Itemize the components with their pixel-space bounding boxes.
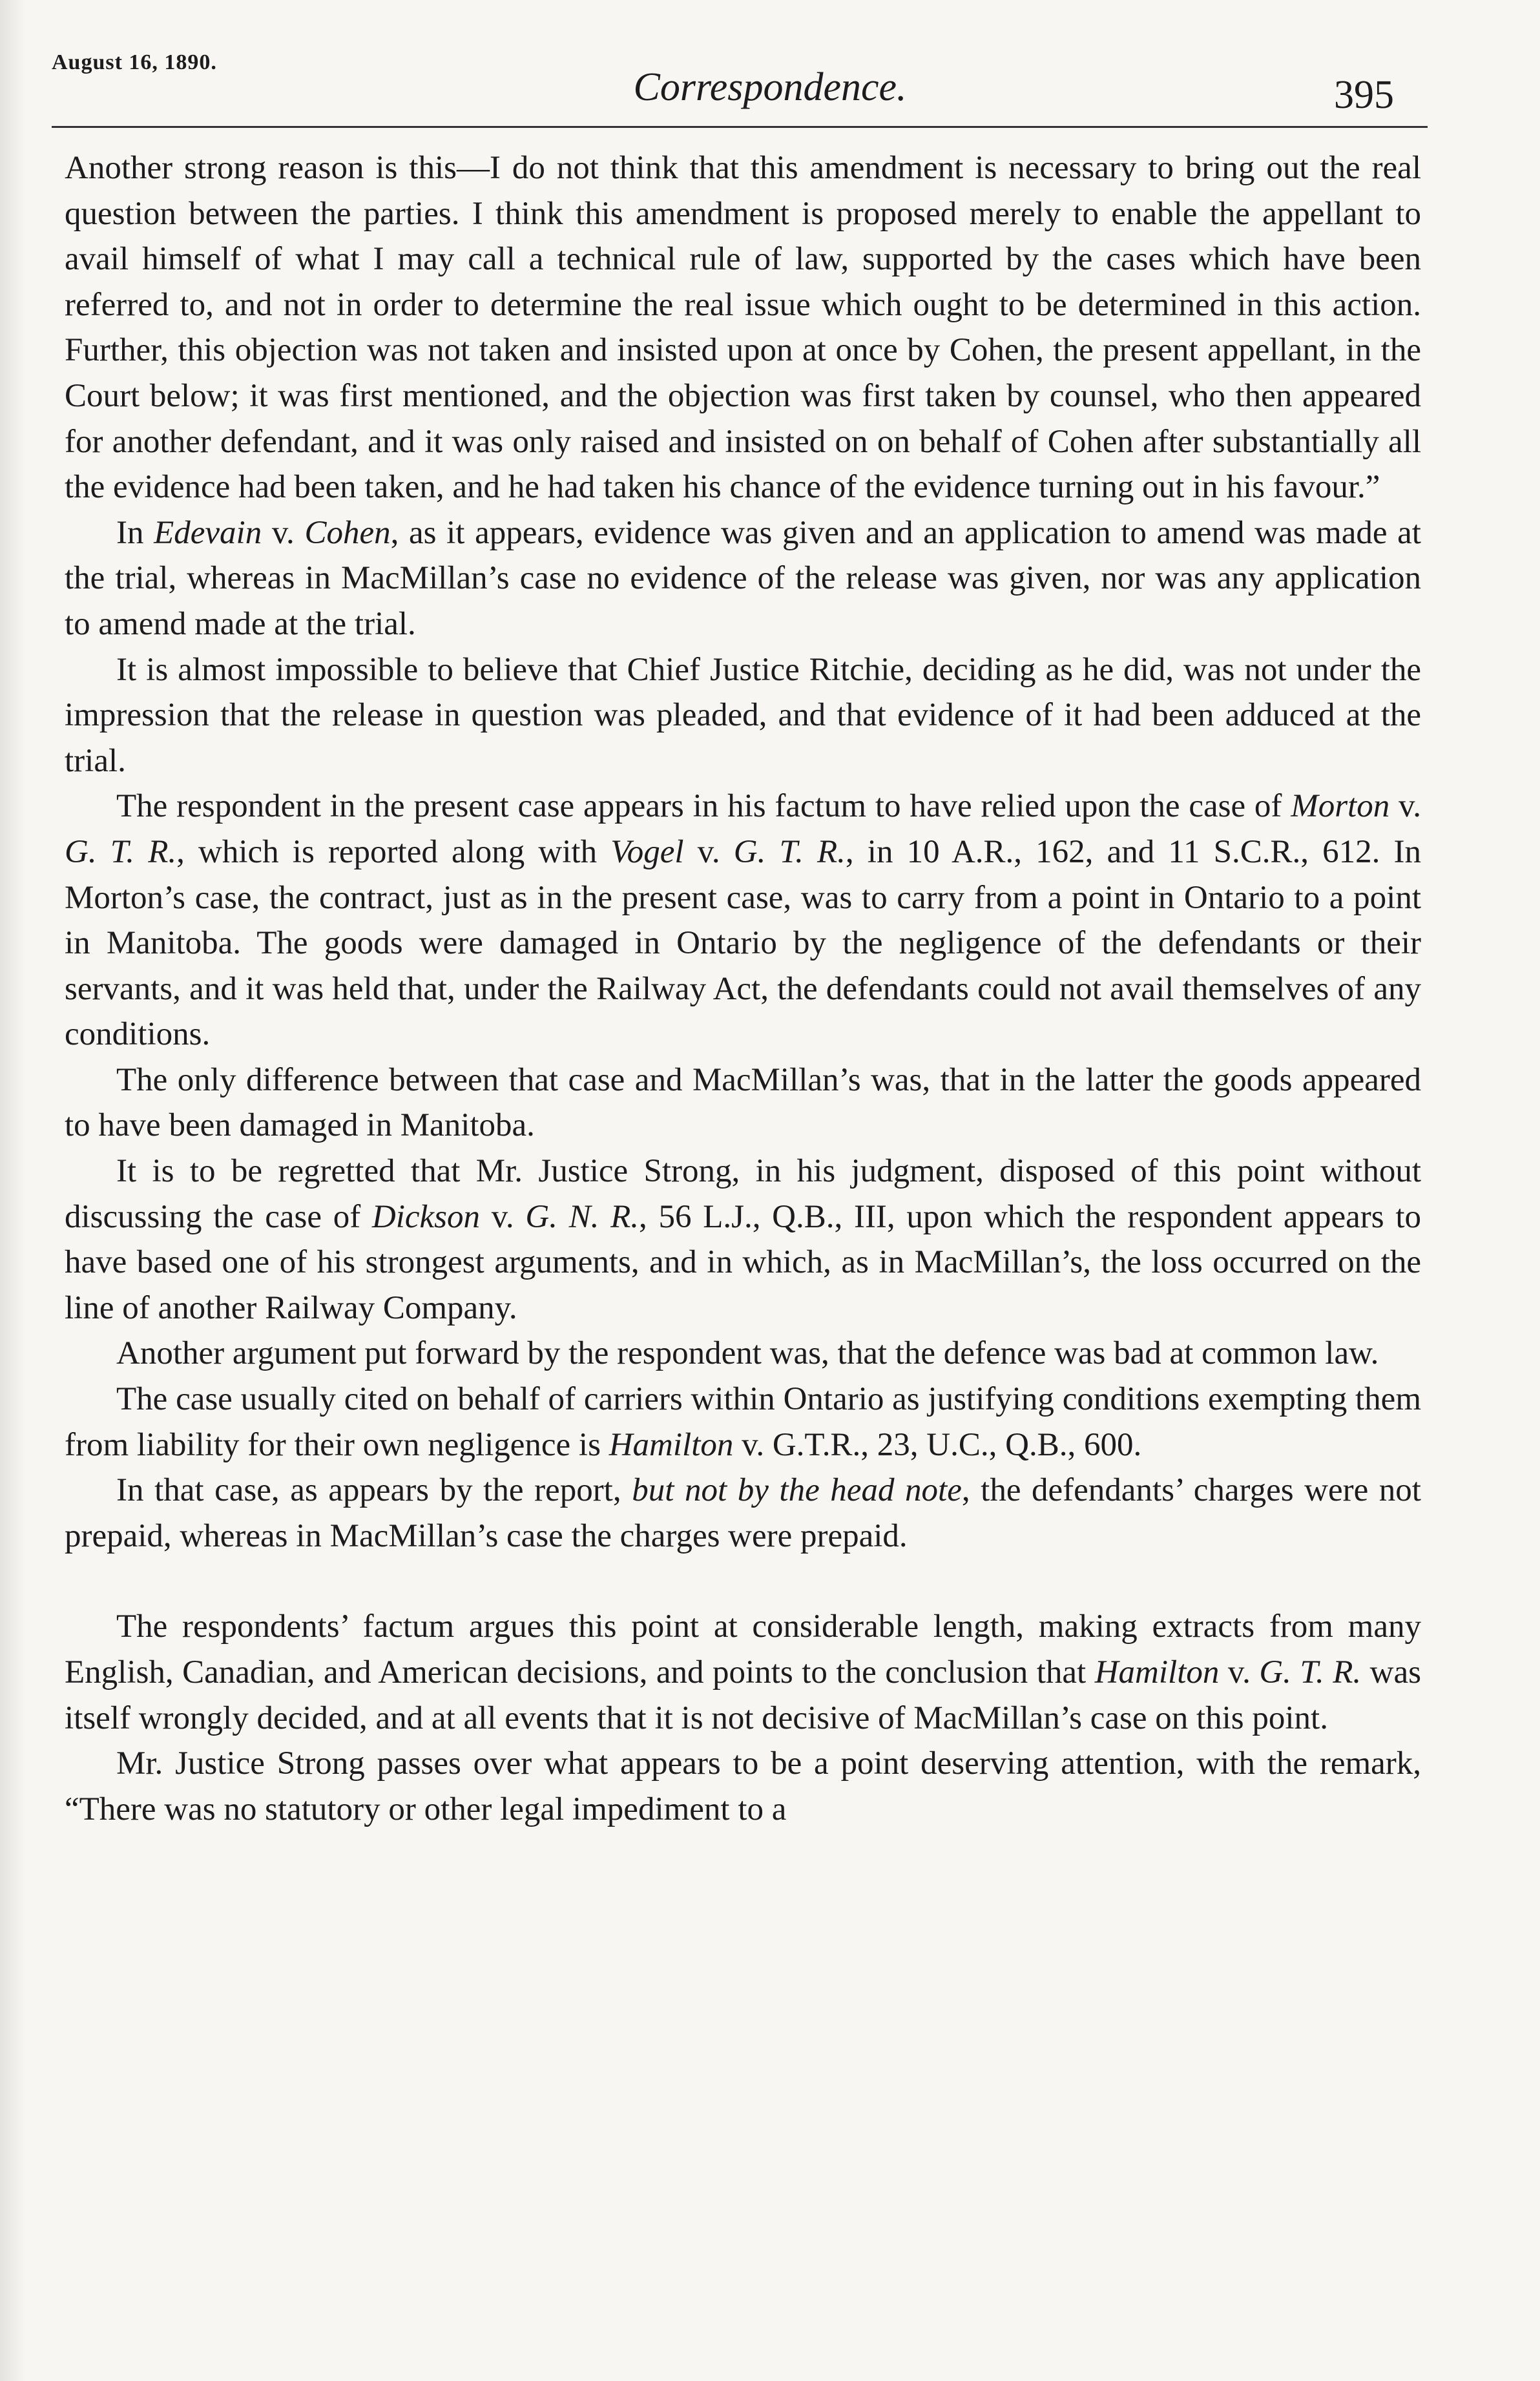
- header-rule: [52, 126, 1428, 128]
- text-run: Another strong reason is this—I do not think that this amendment is necessary to bring out the real question between the parties. I think this amendment is proposed merely to enable the appellant to avail himself of what I may call a technical rule of law, supported by the cases which have been referred to, and not in order to determine the real issue which ought to be determined in this action. Further, this objection was not taken and insisted upon at once by Cohen, the present appellant, in the Court below; it was first mentioned, and the objection was first taken by counsel, who then appeared for another defendant, and it was only raised and insisted on on behalf of Cohen after substantially all the evidence had been taken, and he had taken his chance of the evidence turning out in his favour.”: [65, 150, 1421, 506]
- case-name-italic: Dickson: [371, 1198, 481, 1235]
- case-name-italic: but not by the head note: [632, 1472, 962, 1509]
- paragraph: [65, 1331, 1421, 1377]
- text-run: v.: [1389, 788, 1421, 825]
- case-name-italic: G. T. R.: [733, 833, 846, 870]
- case-name-italic: G. T. R.: [65, 833, 177, 870]
- case-name-italic: Hamilton: [1094, 1654, 1220, 1690]
- text-run: , in 10 A.R., 162, and 11 S.C.R., 612. In Morton’s case, the contract, just as in the present case, was to carry from a point in Ontario to a point in Manitoba. The goods were damaged in Ontario by the negligence of the defendants or their servants, and it was held that, under the Railway Act, the defendants could not avail themselves of any conditions.: [65, 833, 1422, 1053]
- case-name-italic: G. T. R.: [1259, 1654, 1362, 1690]
- paragraph: [65, 1377, 1421, 1468]
- text-run: Another argument put forward by the respondent was, that the defence was bad at common law.: [116, 1335, 1379, 1372]
- paragraph: [65, 1468, 1421, 1559]
- text-run: The respondents’ factum argues this point at considerable length, making extracts from many English, Canadian, and American decisions, and points to the conclusion that: [65, 1608, 1421, 1690]
- case-name-italic: Edevain: [154, 514, 262, 551]
- text-run: , the defendants’ charges were not prepaid, whereas in MacMillan’s case the charges were prepaid.: [65, 1472, 1421, 1554]
- running-title: Correspondence.: [633, 65, 907, 109]
- text-run: , 56 L.J., Q.B., III, upon which the respondent appears to have based one of his strongest arguments, and in which, as in MacMillan’s, the loss occurred on the line of another Railway Company.: [65, 1198, 1422, 1326]
- paragraph-gap: [65, 1559, 1421, 1604]
- case-name-italic: G. N. R.: [525, 1198, 640, 1235]
- case-name-italic: Morton: [1291, 788, 1390, 825]
- text-run: v.: [262, 514, 305, 551]
- text-run: v. G.T.R., 23, U.C., Q.B., 600.: [733, 1426, 1142, 1463]
- paragraph: [65, 1741, 1421, 1832]
- case-name-italic: Vogel: [610, 833, 684, 870]
- article-body: [65, 145, 1421, 1832]
- scan-shadow: [0, 0, 26, 2381]
- text-run: The respondent in the present case appears in his factum to have relied upon the case of: [116, 788, 1291, 825]
- text-run: In: [116, 514, 154, 551]
- paragraph: [65, 784, 1421, 1057]
- text-run: The only difference between that case and MacMillan’s was, that in the latter the goods appeared to have been damaged in Manitoba.: [65, 1061, 1421, 1144]
- paragraph: [65, 1604, 1421, 1741]
- text-run: v.: [480, 1198, 526, 1235]
- paragraph: [65, 647, 1421, 784]
- page-number: 395: [1334, 73, 1394, 117]
- case-name-italic: Cohen: [304, 514, 391, 551]
- text-run: was itself wrongly decided, and at all events that it is not decisive of MacMillan’s case on this point.: [65, 1654, 1421, 1736]
- paragraph: [65, 145, 1421, 510]
- paragraph: [65, 1149, 1421, 1331]
- text-run: In that case, as appears by the report,: [116, 1472, 632, 1509]
- case-name-italic: Hamilton: [609, 1426, 734, 1463]
- text-run: It is almost impossible to believe that Chief Justice Ritchie, deciding as he did, was not under the impression that the release in question was pleaded, and that evidence of it had been adduced at the trial.: [65, 651, 1421, 779]
- header-date: August 16, 1890.: [52, 50, 217, 74]
- text-run: , as it appears, evidence was given and an application to amend was made at the trial, whereas in MacMillan’s case no evidence of the release was given, nor was any application to amend made at the trial.: [65, 514, 1421, 642]
- text-run: It is to be regretted that Mr. Justice Strong, in his judgment, disposed of this point without discussing the case of: [65, 1153, 1421, 1235]
- paragraph: [65, 1057, 1421, 1149]
- text-run: v.: [683, 833, 734, 870]
- paragraph: [65, 510, 1421, 647]
- text-run: Mr. Justice Strong passes over what appears to be a point deserving attention, with the remark, “There was no statutory or other legal impediment to a: [65, 1745, 1421, 1827]
- text-run: v.: [1219, 1654, 1260, 1690]
- text-run: , which is reported along with: [176, 833, 611, 870]
- text-run: The case usually cited on behalf of carriers within Ontario as justifying conditions exempting them from liability for their own negligence is: [65, 1381, 1421, 1463]
